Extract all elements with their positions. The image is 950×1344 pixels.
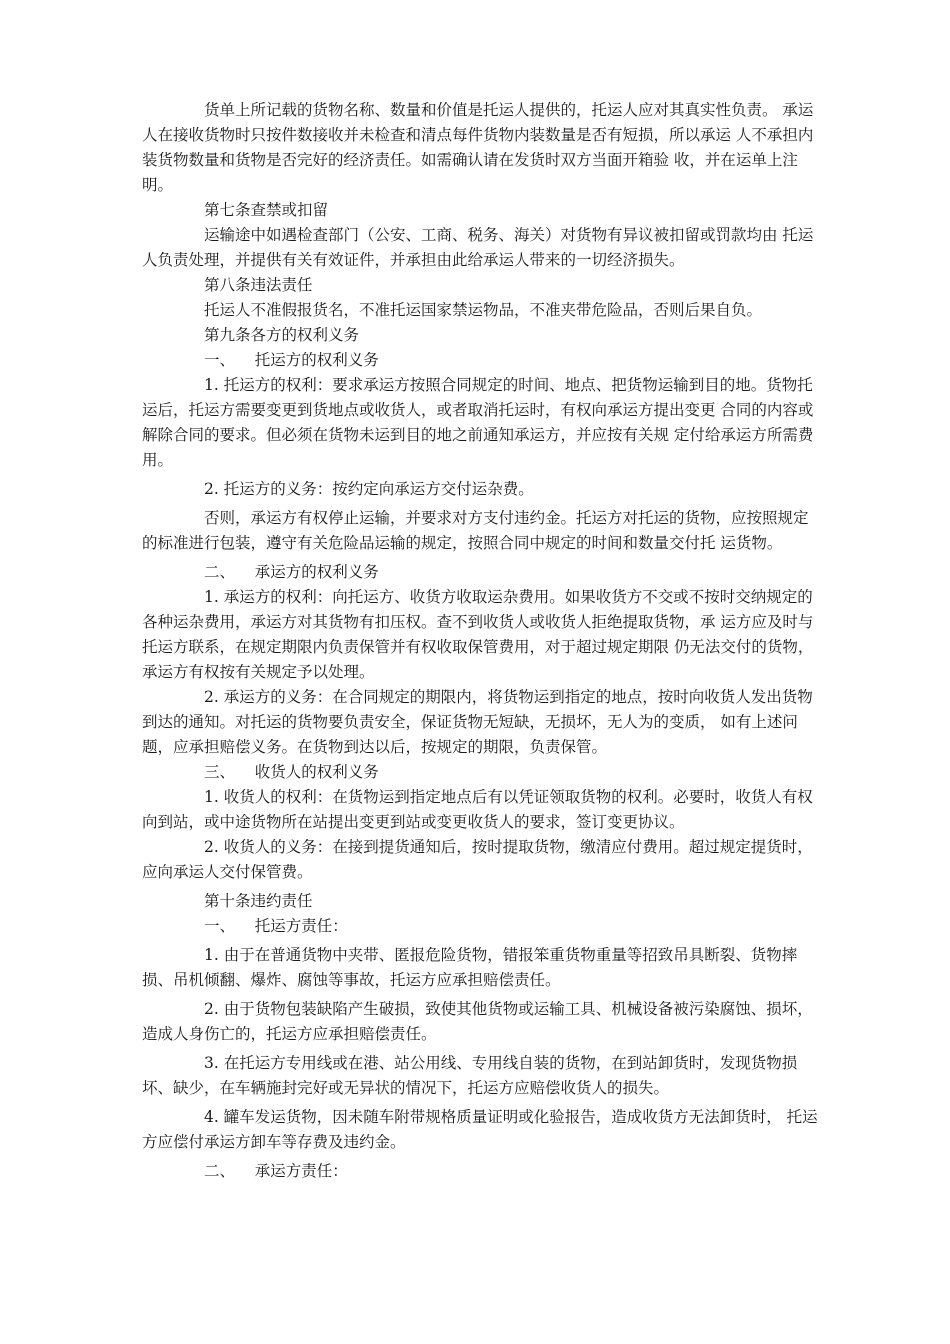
paragraph-liability-1: 1. 由于在普通货物中夹带、匿报危险货物，错报笨重货物重量等招致吊具断裂、货物摔损、吊机倾翻、爆炸、腐蚀等事故，托运方应承担赔偿责任。 [142, 946, 798, 989]
paragraph-liability-4: 4. 罐车发运货物，因未随车附带规格质量证明或化验报告，造成收货方无法卸货时， 托运方应偿付承运方卸车等存费及违约金。 [142, 1108, 818, 1151]
paragraph-consignee-rights: 1. 收货人的权利：在货物运到指定地点后有以凭证领取货物的权利。必要时，收货人有权向到站，或中途货物所在站提出变更到站或变更收货人的要求，签订变更协议。 [142, 788, 813, 831]
section-carrier-rights-heading: 二、 承运方的权利义务 [204, 563, 379, 581]
paragraph-inspection-detention: 运输途中如遇检查部门（公安、工商、税务、海关）对货物有异议被扣留或罚款均由 托运人负责处理，并提供有关有效证件，并承担由此给承运人带来的一切经济损失。 [142, 226, 814, 269]
paragraph-carrier-rights: 1. 承运方的权利：向托运方、收货方收取运杂费用。如果收货方不交或不按时交纳规定的各种运杂费用，承运方对其货物有扣压权。查不到收货人或收货人拒绝提取货物，承 运方应及时与托运方联系，在规定期限内负责保管并有权收取保管费用，对于超过规定期限 仍无法交付的货物，承运方有权按有关规定予以处理。 [142, 588, 814, 681]
paragraph-shipper-obligations: 2. 托运方的义务：按约定向承运方交付运杂费。 [204, 480, 534, 498]
section-shipper-rights-heading: 一、 托运方的权利义务 [204, 351, 379, 369]
paragraph-liability-3: 3. 在托运方专用线或在港、站公用线、专用线自装的货物，在到站卸货时，发现货物损坏、缺少，在车辆施封完好或无异状的情况下，托运方应赔偿收货人的损失。 [142, 1054, 798, 1097]
paragraph-illegal-liability: 托运人不准假报货名，不准托运国家禁运物品，不准夹带危险品，否则后果自负。 [204, 301, 763, 319]
paragraph-consignment-accuracy: 货单上所记载的货物名称、数量和价值是托运人提供的，托运人应对其真实性负责。 承运人在接收货物时只按件数接收并未检查和清点每件货物内装数量是否有短损，所以承运 人不承担内装货物数量和货物是否完好的经济责任。如需确认请在发货时双方当面开箱验 收，并在运单上注明。 [142, 101, 814, 194]
section-shipper-liability-heading: 一、 托运方责任： [204, 917, 348, 935]
article-7-heading: 第七条查禁或扣留 [204, 201, 329, 219]
paragraph-shipper-rights: 1. 托运方的权利：要求承运方按照合同规定的时间、地点、把货物运输到目的地。货物托运后，托运方需要变更到货地点或收货人，或者取消托运时，有权向承运方提出变更 合同的内容或解除合同的要求。但必须在货物未运到目的地之前通知承运方，并应按有关规 定付给承运方所需费用。 [142, 376, 814, 469]
section-carrier-liability-heading: 二、 承运方责任： [204, 1162, 348, 1180]
article-9-heading: 第九条各方的权利义务 [204, 326, 360, 344]
paragraph-carrier-obligations: 2. 承运方的义务：在合同规定的期限内，将货物运到指定的地点，按时向收货人发出货物到达的通知。对托运的货物要负责安全，保证货物无短缺，无损坏，无人为的变质， 如有上述问题，应承担赔偿义务。在货物到达以后，按规定的期限，负责保管。 [142, 688, 813, 756]
document-body [142, 98, 822, 1184]
article-10-heading: 第十条违约责任 [204, 892, 313, 910]
paragraph-liability-2: 2. 由于货物包装缺陷产生破损，致使其他货物或运输工具、机械设备被污染腐蚀、损坏，造成人身伤亡的，托运方应承担赔偿责任。 [142, 1000, 813, 1043]
section-consignee-rights-heading: 三、 收货人的权利义务 [204, 763, 379, 781]
article-8-heading: 第八条违法责任 [204, 276, 313, 294]
paragraph-shipper-penalty: 否则，承运方有权停止运输，并要求对方支付违约金。托运方对托运的货物，应按照规定的标准进行包装，遵守有关危险品运输的规定，按照合同中规定的时间和数量交付托 运货物。 [142, 509, 809, 552]
paragraph-consignee-obligations: 2. 收货人的义务：在接到提货通知后，按时提取货物，缴清应付费用。超过规定提货时，应向承运人交付保管费。 [142, 838, 813, 881]
